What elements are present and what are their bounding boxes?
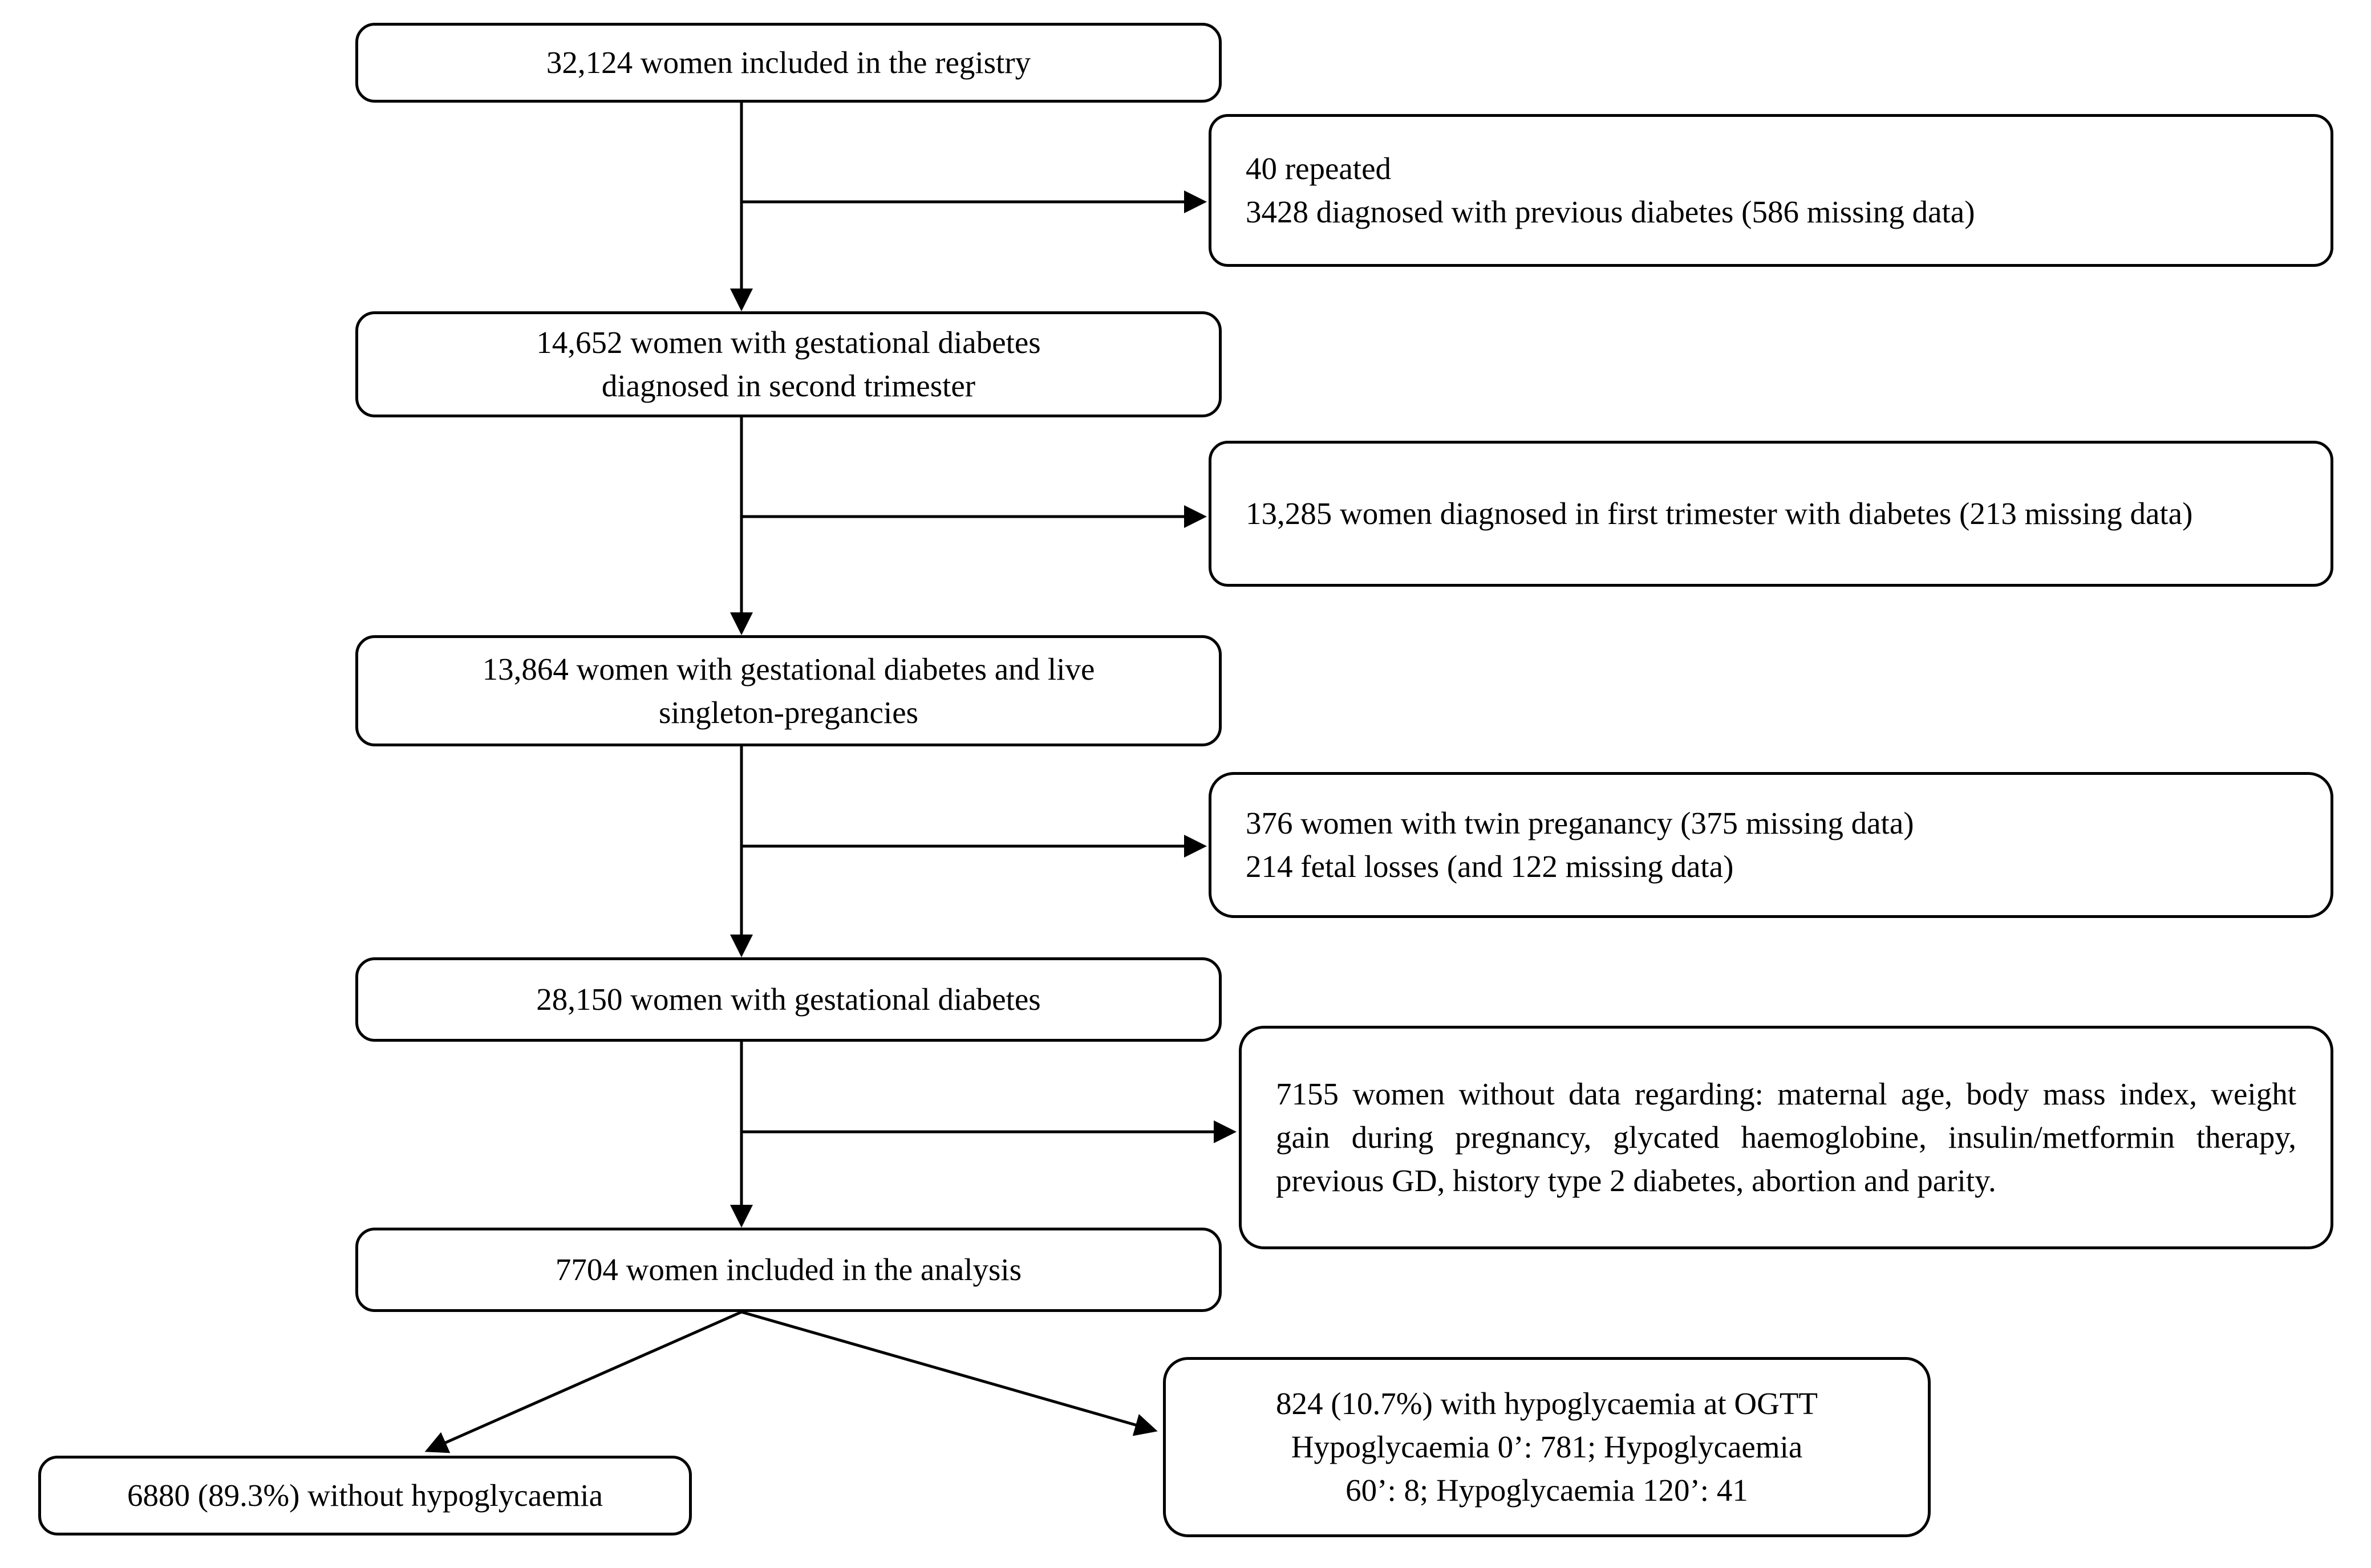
- arrow-analysis-to-without-hypoglycaemia: [429, 1312, 741, 1450]
- exclusion-box-twin-fetal-losses: [1209, 772, 2333, 918]
- box-singleton-line-2: singleton-pregancies: [658, 694, 919, 730]
- box-with-hypoglycaemia-line-3: 60’: 8; Hypoglycaemia 120’: 41: [1345, 1472, 1748, 1508]
- exclusion-box-missing-data: [1239, 1026, 2333, 1249]
- box-without-hypoglycaemia: [38, 1456, 692, 1535]
- exclusion-twin-line-1: 376 women with twin preganancy (375 missing data): [1246, 806, 1914, 841]
- box-second-trimester: [355, 311, 1222, 417]
- exclusion-box-repeated-previous-diabetes: [1209, 114, 2333, 267]
- box-gestational-diabetes: [355, 957, 1222, 1042]
- exclusion-first-trimester-text: 13,285 women diagnosed in first trimester with diabetes (213 missing data): [1246, 496, 2193, 531]
- box-with-hypoglycaemia-line-2: Hypoglycaemia 0’: 781; Hypoglycaemia: [1291, 1429, 1803, 1465]
- box-second-trimester-line-1: 14,652 women with gestational diabetes: [536, 325, 1041, 360]
- box-second-trimester-line-2: diagnosed in second trimester: [601, 368, 976, 403]
- exclusion-twin-line-2: 214 fetal losses (and 122 missing data): [1246, 849, 1734, 884]
- box-singleton-line-1: 13,864 women with gestational diabetes and live: [482, 651, 1095, 686]
- exclusion-missing-data-text: 7155 women without data regarding: maternal age, body mass index, weight gain during pregnancy, glycated haemoglobine, insulin/metformin therapy, previous GD, history type 2 diabetes, abortion and parity.: [1276, 1077, 2296, 1198]
- arrow-analysis-to-with-hypoglycaemia: [741, 1312, 1153, 1430]
- box-included-analysis-text: 7704 women included in the analysis: [555, 1252, 1022, 1287]
- exclusion-repeated-line-2: 3428 diagnosed with previous diabetes (586 missing data): [1246, 194, 1975, 229]
- exclusion-repeated-line-1: 40 repeated: [1246, 151, 1391, 186]
- exclusion-box-first-trimester: [1209, 441, 2333, 587]
- box-registry-text: 32,124 women included in the registry: [546, 45, 1031, 80]
- box-singleton-pregnancies: [355, 635, 1222, 746]
- box-included-analysis: [355, 1228, 1222, 1312]
- box-gestational-diabetes-text: 28,150 women with gestational diabetes: [536, 982, 1041, 1017]
- box-registry: [355, 23, 1222, 103]
- box-with-hypoglycaemia: [1163, 1357, 1931, 1537]
- box-without-hypoglycaemia-text: 6880 (89.3%) without hypoglycaemia: [127, 1478, 603, 1513]
- box-with-hypoglycaemia-line-1: 824 (10.7%) with hypoglycaemia at OGTT: [1275, 1386, 1818, 1421]
